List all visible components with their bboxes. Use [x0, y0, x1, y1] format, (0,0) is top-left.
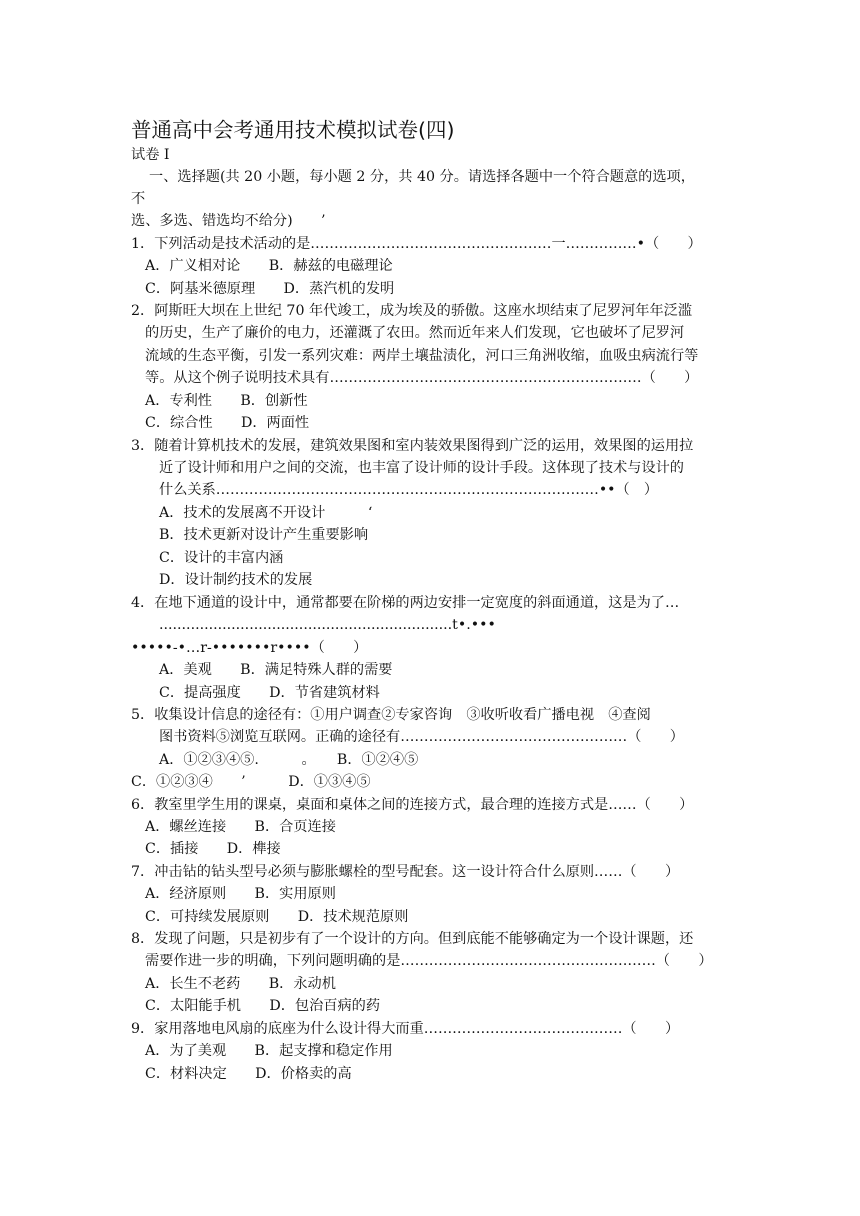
text-line: 6．教室里学生用的课桌，桌面和桌体之间的连接方式，最合理的连接方式是……（ ） — [131, 797, 694, 813]
text-line: A．螺丝连接 B．合页连接 — [145, 819, 336, 835]
text-line: A．广义相对论 B．赫兹的电磁理论 — [145, 258, 393, 274]
text-line: .................................................................t•.••• — [159, 617, 496, 633]
text-line: C．综合性 D．两面性 — [145, 415, 310, 431]
text-line: C．材料决定 D．价格卖的高 — [145, 1066, 352, 1082]
text-line: C．提高强度 D．节省建筑材料 — [159, 685, 380, 701]
text-line: 5．收集设计信息的途径有：①用户调查②专家咨询 ③收听收看广播电视 ④查阅 — [131, 707, 651, 723]
text-line: 8．发现了问题，只是初步有了一个设计的方向。但到底能不能够确定为一个设计课题，还 — [131, 931, 694, 947]
text-line: 流域的生态平衡，引发一系列灾难：两岸土壤盐渍化，河口三角洲收缩，血吸虫病流行等 — [145, 348, 699, 364]
text-line: C．①②③④ ’ D．①③④⑤ — [131, 774, 371, 790]
text-line: C．太阳能手机 D．包治百病的药 — [145, 998, 381, 1014]
text-line: 4．在地下通道的设计中，通常都要在阶梯的两边安排一定宽度的斜面通道，这是为了… — [131, 595, 680, 611]
text-line: A．为了美观 B．起支撑和稳定作用 — [145, 1043, 393, 1059]
text-line: A．长生不老药 B．永动机 — [145, 976, 336, 992]
text-line: 2．阿斯旺大坝在上世纪 70 年代竣工，成为埃及的骄傲。这座水坝结束了尼罗河年年泛滥 — [131, 303, 693, 319]
text-line: 1．下列活动是技术活动的是……………………………………………一……………•（ ） — [131, 236, 702, 252]
text-line: D．设计制约技术的发展 — [159, 572, 313, 588]
text-line: 3．随着计算机技术的发展，建筑效果图和室内装效果图得到广泛的运用，效果图的运用拉 — [131, 438, 694, 454]
text-line: 的历史，生产了廉价的电力，还灌溉了农田。然而近年来人们发现，它也破坏了尼罗河 — [145, 325, 685, 341]
text-line: 7．冲击钻的钻头型号必须与膨胀螺栓的型号配套。这一设计符合什么原则……（ ） — [131, 864, 680, 880]
text-line: A．①②③④⑤. 。 B．①②④⑤ — [159, 752, 419, 768]
text-line: A．经济原则 B．实用原则 — [145, 886, 336, 902]
text-line: •••••-•…r-•••••••r••••（ ） — [131, 640, 368, 656]
exam-title: 普通高中会考通用技术模拟试卷(四) — [131, 118, 455, 142]
text-line: 选、多选、错选均不给分) ’ — [131, 213, 326, 229]
text-line: 近了设计师和用户之间的交流，也丰富了设计师的设计手段。这体现了技术与设计的 — [159, 460, 684, 476]
text-line: 一、选择题(共 20 小题，每小题 2 分，共 40 分。请选择各题中一个符合题意的选项， — [149, 169, 695, 185]
text-line: B．技术更新对设计产生重要影响 — [159, 527, 369, 543]
text-line: 9．家用落地电风扇的底座为什么设计得大而重……………………………………（ ） — [131, 1021, 680, 1037]
text-line: A．技术的发展离不开设计 ‘ — [159, 505, 373, 521]
text-line: 试卷 Ⅰ — [131, 147, 170, 163]
text-line: 什么关系………………………………………………………………………••（ ） — [159, 482, 659, 498]
text-line: 不 — [131, 191, 146, 207]
text-line: 等。从这个例子说明技术具有…………………………………………………………（ ） — [145, 370, 699, 386]
text-line: A．专利性 B．创新性 — [145, 393, 308, 409]
text-line: C．设计的丰富内涵 — [159, 550, 284, 566]
text-line: 图书资料⑤浏览互联网。正确的途径有…………………………………………（ ） — [159, 729, 684, 745]
text-line: A．美观 B．满足特殊人群的需要 — [159, 662, 393, 678]
text-line: 需要作进一步的明确，下列问题明确的是………………………………………………（ ） — [145, 953, 713, 969]
text-line: C．阿基米德原理 D．蒸汽机的发明 — [145, 281, 395, 297]
text-line: C．插接 D．榫接 — [145, 841, 281, 857]
text-line: C．可持续发展原则 D．技术规范原则 — [145, 909, 409, 925]
